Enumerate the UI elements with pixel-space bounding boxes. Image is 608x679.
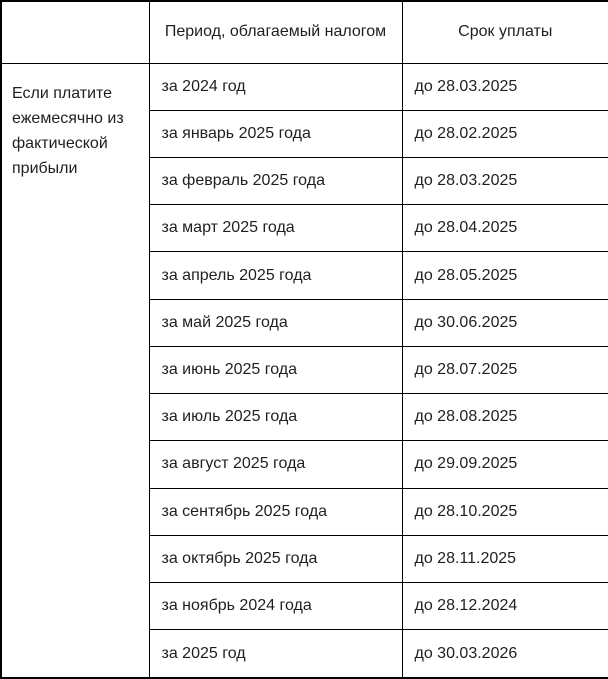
period-cell: за ноябрь 2024 года [149, 583, 402, 630]
deadline-cell: до 28.02.2025 [402, 110, 608, 157]
period-cell: за июнь 2025 года [149, 346, 402, 393]
deadline-cell: до 29.09.2025 [402, 441, 608, 488]
category-header-cell [1, 1, 149, 63]
period-cell: за март 2025 года [149, 205, 402, 252]
period-cell: за февраль 2025 года [149, 157, 402, 204]
period-cell: за сентябрь 2025 года [149, 488, 402, 535]
period-header-cell: Период, облагаемый налогом [149, 1, 402, 63]
deadline-header-cell: Срок уплаты [402, 1, 608, 63]
deadline-cell: до 28.08.2025 [402, 394, 608, 441]
table-body [1, 63, 608, 678]
period-cell: за май 2025 года [149, 299, 402, 346]
period-cell: за июль 2025 года [149, 394, 402, 441]
deadline-cell: до 28.05.2025 [402, 252, 608, 299]
header-row [1, 1, 608, 63]
deadline-cell: до 28.10.2025 [402, 488, 608, 535]
deadline-cell: до 28.12.2024 [402, 583, 608, 630]
period-cell: за январь 2025 года [149, 110, 402, 157]
deadline-cell: до 30.03.2026 [402, 630, 608, 678]
period-cell: за апрель 2025 года [149, 252, 402, 299]
deadline-cell: до 28.03.2025 [402, 63, 608, 110]
deadline-cell: до 28.11.2025 [402, 535, 608, 582]
deadline-cell: до 28.04.2025 [402, 205, 608, 252]
deadline-cell: до 28.07.2025 [402, 346, 608, 393]
period-cell: за октябрь 2025 года [149, 535, 402, 582]
period-cell: за 2024 год [149, 63, 402, 110]
deadline-cell: до 28.03.2025 [402, 157, 608, 204]
table-row [1, 63, 608, 110]
period-cell: за 2025 год [149, 630, 402, 678]
category-label-cell: Если платите ежемесячно из фактической прибыли [1, 63, 149, 678]
period-cell: за август 2025 года [149, 441, 402, 488]
deadline-cell: до 30.06.2025 [402, 299, 608, 346]
